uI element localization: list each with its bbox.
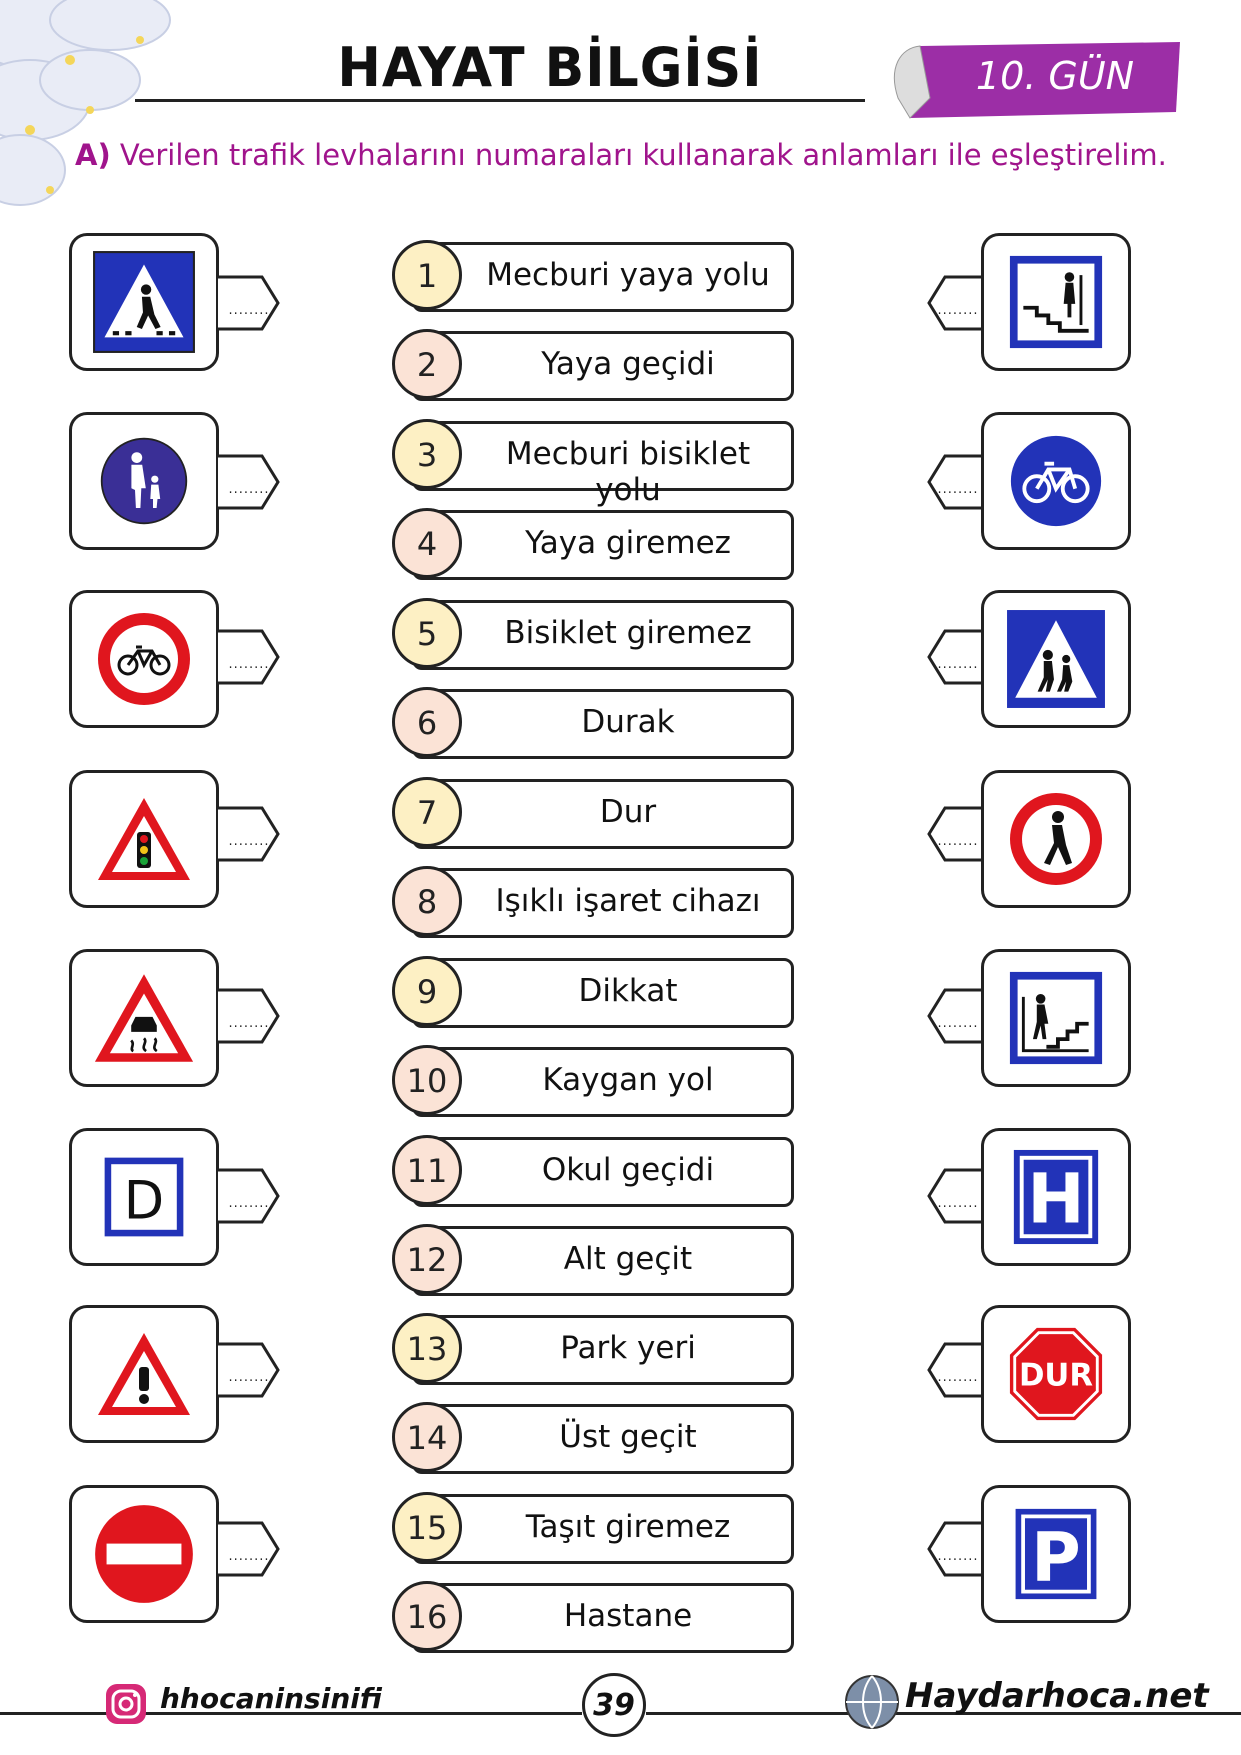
site-name: Haydarhoca.net bbox=[905, 1676, 1209, 1716]
meaning-box bbox=[412, 689, 794, 759]
right-sign-card bbox=[981, 1485, 1131, 1623]
mandatory-pedestrian-path-sign-icon bbox=[99, 436, 189, 526]
school-crossing-sign-icon bbox=[1005, 608, 1107, 710]
answer-tab[interactable] bbox=[927, 988, 989, 1044]
meaning-text: Alt geçit bbox=[563, 1241, 693, 1277]
meaning-number: 16 bbox=[392, 1581, 462, 1651]
meaning-number: 1 bbox=[392, 240, 462, 310]
no-entry-sign-icon bbox=[92, 1502, 196, 1606]
answer-tab[interactable] bbox=[927, 1521, 989, 1577]
meaning-text: Mecburi yaya yolu bbox=[486, 257, 770, 293]
meaning-text: Hastane bbox=[563, 1598, 693, 1634]
meaning-row bbox=[392, 1135, 796, 1209]
meaning-row bbox=[392, 1313, 796, 1387]
meaning-text: Taşıt giremez bbox=[525, 1509, 731, 1545]
meaning-row bbox=[392, 777, 796, 851]
meaning-row bbox=[392, 598, 796, 672]
meaning-number: 2 bbox=[392, 329, 462, 399]
left-sign-card bbox=[69, 770, 219, 908]
meaning-row bbox=[392, 508, 796, 582]
stop-sign-text: DUR bbox=[1018, 1357, 1094, 1394]
right-sign-card bbox=[981, 233, 1131, 371]
pedestrian-crossing-sign-icon bbox=[92, 250, 196, 354]
day-label: 10. GÜN bbox=[975, 54, 1135, 98]
meaning-number: 12 bbox=[392, 1224, 462, 1294]
meaning-box bbox=[412, 958, 794, 1028]
answer-tab[interactable] bbox=[927, 629, 989, 685]
meaning-number: 14 bbox=[392, 1402, 462, 1472]
answer-blank[interactable]: ........ bbox=[228, 834, 270, 849]
instruction-label: A) bbox=[75, 138, 111, 172]
left-sign-card bbox=[69, 1305, 219, 1443]
meaning-box bbox=[412, 331, 794, 401]
meaning-row bbox=[392, 687, 796, 761]
instruction bbox=[75, 138, 1167, 172]
meaning-row bbox=[392, 1581, 796, 1655]
meaning-number: 4 bbox=[392, 508, 462, 578]
answer-blank[interactable]: ........ bbox=[228, 657, 270, 672]
meaning-row bbox=[392, 956, 796, 1030]
meaning-box bbox=[412, 1315, 794, 1385]
meaning-box bbox=[412, 242, 794, 312]
instruction-text: Verilen trafik levhalarını numaraları kullanarak anlamları ile eşleştirelim. bbox=[119, 138, 1167, 172]
right-sign-card bbox=[981, 770, 1131, 908]
meaning-number: 9 bbox=[392, 956, 462, 1026]
answer-tab[interactable] bbox=[218, 1342, 280, 1398]
meaning-text: Mecburi bisiklet yolu bbox=[505, 436, 751, 508]
meaning-row bbox=[392, 240, 796, 314]
meaning-text: Üst geçit bbox=[559, 1419, 697, 1455]
page-number: 39 bbox=[582, 1673, 646, 1737]
meaning-number: 8 bbox=[392, 866, 462, 936]
meaning-box bbox=[412, 421, 794, 508]
meaning-number: 11 bbox=[392, 1135, 462, 1205]
meaning-row bbox=[392, 329, 796, 403]
meaning-text: Işıklı işaret cihazı bbox=[495, 883, 761, 919]
answer-blank[interactable]: ........ bbox=[228, 482, 270, 497]
answer-blank[interactable]: ........ bbox=[937, 1016, 979, 1031]
no-bicycles-sign-icon bbox=[94, 609, 194, 709]
instagram-handle: hhocaninsinifi bbox=[160, 1682, 382, 1715]
left-sign-card bbox=[69, 233, 219, 371]
meaning-row bbox=[392, 1045, 796, 1119]
meaning-box bbox=[412, 600, 794, 670]
answer-tab[interactable] bbox=[927, 454, 989, 510]
meaning-box bbox=[412, 1137, 794, 1207]
meaning-number: 3 bbox=[392, 419, 462, 489]
left-sign-card bbox=[69, 949, 219, 1087]
answer-blank[interactable]: ........ bbox=[228, 1016, 270, 1031]
slippery-road-sign-icon bbox=[90, 970, 198, 1066]
instagram-icon bbox=[104, 1682, 148, 1726]
meaning-text: Bisiklet giremez bbox=[504, 615, 752, 651]
left-sign-card bbox=[69, 1485, 219, 1623]
meaning-text: Durak bbox=[581, 704, 675, 740]
answer-blank[interactable]: ........ bbox=[228, 303, 270, 318]
meaning-box bbox=[412, 1494, 794, 1564]
answer-blank[interactable]: ........ bbox=[937, 834, 979, 849]
header-divider bbox=[135, 99, 865, 102]
right-sign-card bbox=[981, 949, 1131, 1087]
answer-blank[interactable]: ........ bbox=[937, 1370, 979, 1385]
traffic-lights-warning-sign-icon bbox=[94, 794, 194, 884]
answer-tab[interactable] bbox=[218, 454, 280, 510]
meaning-box bbox=[412, 1226, 794, 1296]
meaning-box bbox=[412, 779, 794, 849]
answer-tab[interactable] bbox=[218, 629, 280, 685]
meaning-box bbox=[412, 1047, 794, 1117]
bus-stop-letter: D bbox=[123, 1170, 165, 1232]
parking-letter: P bbox=[1031, 1517, 1081, 1597]
meaning-number: 6 bbox=[392, 687, 462, 757]
meaning-box bbox=[412, 1583, 794, 1653]
answer-tab[interactable] bbox=[927, 275, 989, 331]
answer-blank[interactable]: ........ bbox=[937, 482, 979, 497]
bus-stop-d-sign-icon bbox=[103, 1156, 185, 1238]
meaning-number: 7 bbox=[392, 777, 462, 847]
meaning-text: Kaygan yol bbox=[542, 1062, 714, 1098]
meaning-text: Dikkat bbox=[578, 973, 678, 1009]
page-title: HAYAT BİLGİSİ bbox=[337, 36, 763, 100]
answer-blank[interactable]: ........ bbox=[228, 1370, 270, 1385]
meaning-text: Yaya giremez bbox=[525, 525, 731, 561]
answer-tab[interactable] bbox=[218, 1521, 280, 1577]
meaning-text: Park yeri bbox=[560, 1330, 696, 1366]
meaning-row bbox=[392, 1224, 796, 1298]
meaning-text: Dur bbox=[599, 794, 657, 830]
cloud-decoration-icon bbox=[0, 0, 220, 220]
answer-tab[interactable] bbox=[927, 1168, 989, 1224]
underpass-sign-icon bbox=[1008, 970, 1104, 1066]
right-sign-card bbox=[981, 1128, 1131, 1266]
overpass-sign-icon bbox=[1008, 254, 1104, 350]
globe-icon bbox=[842, 1672, 902, 1732]
answer-blank[interactable]: ........ bbox=[228, 1196, 270, 1211]
answer-blank[interactable]: ........ bbox=[937, 1196, 979, 1211]
answer-tab[interactable] bbox=[218, 275, 280, 331]
meaning-text: Okul geçidi bbox=[541, 1152, 715, 1188]
caution-sign-icon bbox=[94, 1329, 194, 1419]
left-sign-card bbox=[69, 412, 219, 550]
meaning-row bbox=[392, 866, 796, 940]
hospital-sign-icon bbox=[1011, 1148, 1101, 1246]
meaning-box bbox=[412, 868, 794, 938]
meaning-row bbox=[392, 419, 796, 508]
answer-blank[interactable]: ........ bbox=[937, 1549, 979, 1564]
no-pedestrians-sign-icon bbox=[1006, 789, 1106, 889]
answer-tab[interactable] bbox=[218, 1168, 280, 1224]
meaning-number: 10 bbox=[392, 1045, 462, 1115]
meaning-box bbox=[412, 510, 794, 580]
meaning-text: Yaya geçidi bbox=[541, 346, 715, 382]
answer-tab[interactable] bbox=[218, 988, 280, 1044]
meaning-number: 13 bbox=[392, 1313, 462, 1383]
answer-tab[interactable] bbox=[218, 806, 280, 862]
left-sign-card bbox=[69, 590, 219, 728]
hospital-letter: H bbox=[1027, 1159, 1085, 1240]
parking-sign-icon bbox=[1011, 1507, 1101, 1601]
answer-blank[interactable]: ........ bbox=[937, 303, 979, 318]
right-sign-card bbox=[981, 412, 1131, 550]
answer-blank[interactable]: ........ bbox=[937, 657, 979, 672]
meaning-row bbox=[392, 1492, 796, 1566]
meaning-box bbox=[412, 1404, 794, 1474]
left-sign-card bbox=[69, 1128, 219, 1266]
meaning-number: 15 bbox=[392, 1492, 462, 1562]
right-sign-card bbox=[981, 590, 1131, 728]
answer-tab[interactable] bbox=[927, 1342, 989, 1398]
meaning-number: 5 bbox=[392, 598, 462, 668]
stop-sign-icon bbox=[1008, 1326, 1104, 1422]
answer-blank[interactable]: ........ bbox=[228, 1549, 270, 1564]
right-sign-card bbox=[981, 1305, 1131, 1443]
answer-tab[interactable] bbox=[927, 806, 989, 862]
mandatory-bicycle-path-sign-icon bbox=[1008, 433, 1104, 529]
meaning-row bbox=[392, 1402, 796, 1476]
